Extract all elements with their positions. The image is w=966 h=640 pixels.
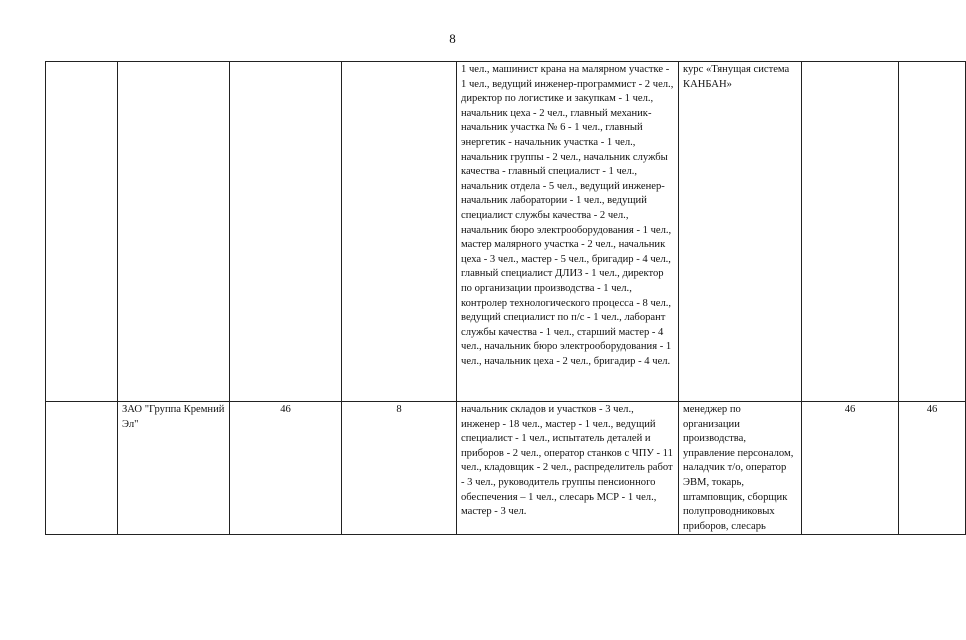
count-cell <box>230 62 342 402</box>
count-cell: 46 <box>802 402 899 535</box>
count-cell <box>342 62 457 402</box>
organization-cell: ЗАО "Группа Кремний Эл" <box>118 402 230 535</box>
count-cell: 46 <box>899 402 966 535</box>
blank-cell <box>46 402 118 535</box>
positions-cell: начальник складов и участков - 3 чел., инженер - 18 чел., мастер - 1 чел., ведущий специалист - 1 чел., испытатель деталей и приборов - 2 чел., оператор станков с ЧПУ - 11 чел., кладовщик - 2 чел., распределитель работ - 3 чел., руководитель группы пенсионного обеспечения – 1 чел., слесарь МСР - 1 чел., мастер - 3 чел. <box>457 402 679 535</box>
table-row <box>46 402 966 535</box>
training-table <box>45 61 966 535</box>
blank-cell <box>46 62 118 402</box>
table-row <box>46 62 966 402</box>
courses-cell: менеджер по организации производства, управление персоналом, наладчик т/о, оператор ЭВМ, токарь, штамповщик, сборщик полупроводниковых приборов, слесарь <box>679 402 802 535</box>
count-cell: 46 <box>230 402 342 535</box>
count-cell <box>802 62 899 402</box>
count-cell <box>899 62 966 402</box>
organization-cell <box>118 62 230 402</box>
count-cell: 8 <box>342 402 457 535</box>
positions-cell: 1 чел., машинист крана на малярном участке - 1 чел., ведущий инженер-программист - 2 чел., директор по логистике и закупкам - 1 чел., начальник цеха - 2 чел., главный механик- начальник участка № 6 - 1 чел., главный энергетик - начальник участка - 1 чел., начальник группы - 2 чел., начальник службы качества - главный специалист - 1 чел., начальник отдела - 5 чел., ведущий инженер-начальник лаборатории - 1 чел., ведущий специалист службы качества - 2 чел., начальник бюро электрооборудования - 1 чел., мастер малярного участка - 2 чел., начальник цеха - 3 чел., мастер - 5 чел., бригадир - 4 чел., главный специалист ДЛИЗ - 1 чел., директор по организации производства - 1 чел., контролер технологического процесса - 8 чел., ведущий специалист по п/с - 1 чел., лаборант службы качества - 1 чел., старший мастер - 4 чел., начальник бюро электрооборудования - 1 чел., начальник цеха - 2 чел., бригадир - 4 чел. <box>457 62 679 402</box>
page-number: 8 <box>449 31 456 46</box>
courses-cell: курс «Тянущая система КАНБАН» <box>679 62 802 402</box>
